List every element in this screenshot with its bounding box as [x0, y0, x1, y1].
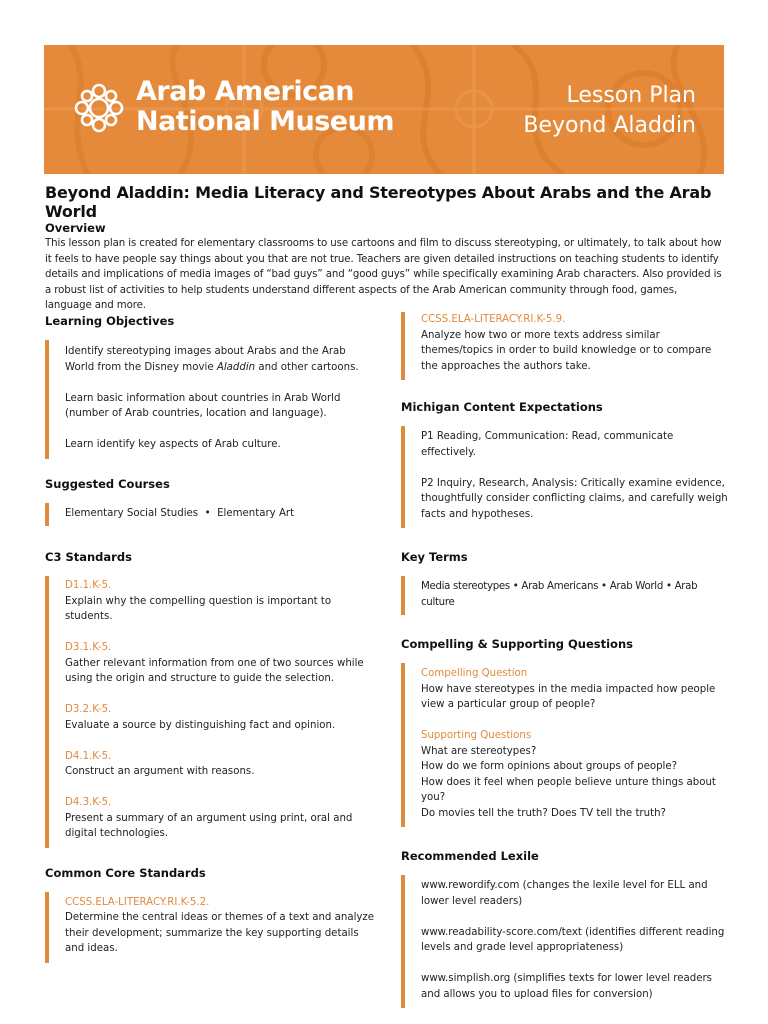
key-terms-heading: Key Terms	[401, 550, 468, 564]
lexile-item: www.readability-score.com/text (identifies different reading levels and grade level appropriateness)	[421, 926, 725, 953]
lexile-item: www.simplish.org (simplifies texts for lower level readers and allows you to upload files for conversion)	[421, 973, 712, 1000]
museum-name	[136, 77, 394, 137]
supporting-question: How do we form opinions about groups of people?	[421, 761, 678, 772]
standard-text: Explain why the compelling question is important to students.	[65, 595, 332, 622]
lesson-label: Lesson Plan	[566, 83, 696, 108]
movie-title: Aladdin	[216, 361, 256, 373]
standard-text: Determine the central ideas or themes of a text and analyze their development; summarize the key supporting details and ideas.	[65, 912, 375, 954]
learning-objectives-heading: Learning Objectives	[45, 314, 175, 328]
lexile-list	[401, 875, 731, 1008]
key-terms-block	[401, 576, 731, 615]
standard-code: D1.1.K-5.	[65, 580, 112, 591]
suggested-courses-block	[45, 503, 375, 527]
common-core-continued	[401, 312, 731, 380]
standard-code: D4.1.K-5.	[65, 750, 112, 762]
standard-code: CCSS.ELA-LITERACY.RI.K-5.2.	[65, 896, 210, 908]
objective-item: Learn basic information about countries in Arab World (number of Arab countries, location and language).	[65, 392, 341, 419]
supporting-question: Do movies tell the truth? Does TV tell the truth?	[421, 807, 666, 819]
museum-name-line2: National Museum	[136, 106, 394, 137]
supporting-questions-label: Supporting Questions	[421, 730, 532, 741]
lexile-heading: Recommended Lexile	[401, 849, 539, 863]
standard-code: D3.2.K-5.	[65, 704, 112, 715]
museum-name-line1: Arab American	[136, 76, 355, 107]
lesson-title: Beyond Aladdin	[523, 113, 696, 138]
compelling-question-label: Compelling Question	[421, 668, 528, 679]
objective-item	[65, 344, 375, 375]
questions-heading: Compelling & Supporting Questions	[401, 637, 633, 651]
right-column	[401, 312, 731, 1008]
left-column	[45, 312, 375, 963]
standard-code: D3.1.K-5.	[65, 642, 112, 653]
common-core-heading: Common Core Standards	[45, 865, 206, 880]
objective-item: Learn identify key aspects of Arab culture.	[65, 439, 281, 450]
overview-text: This lesson plan is created for elementary classrooms to use cartoons and film to discuss stereotyping, or ultimately, to talk about how it feels to have people say things about you that are not true. Teachers are given detailed instructions on teaching students to identify details and implications of media images of “bad guys” and “good guys” while specifically examining Arab characters. Also provided is a robust list of activities to help students understand different aspects of the Arab American community through food, games, language and more.	[45, 238, 722, 311]
key-terms-text: Media stereotypes • Arab Americans • Arab World • Arab culture	[421, 581, 698, 608]
objective-text: and other cartoons.	[255, 361, 359, 373]
museum-logo-icon	[72, 81, 126, 135]
standard-code: CCSS.ELA-LITERACY.RI.K-5.9.	[421, 314, 566, 325]
common-core-list	[45, 892, 375, 963]
standard-text: Present a summary of an argument using print, oral and digital technologies.	[65, 812, 353, 839]
michigan-item: P2 Inquiry, Research, Analysis: Critically examine evidence, thoughtfully consider conflicting claims, and carefully weigh facts and hypotheses.	[421, 477, 728, 520]
questions-block	[401, 663, 731, 827]
supporting-question: What are stereotypes?	[421, 745, 537, 757]
header-banner	[44, 45, 724, 174]
document-title: Beyond Aladdin: Media Literacy and Stereotypes About Arabs and the Arab World	[45, 183, 712, 221]
standard-text: Analyze how two or more texts address similar themes/topics in order to build knowledge or to compare the approaches the authors take.	[421, 329, 712, 372]
overview-heading: Overview	[45, 221, 106, 235]
standard-text: Gather relevant information from one of two sources while using the origin and structure to guide the selection.	[65, 657, 364, 684]
standard-text: Construct an argument with reasons.	[65, 766, 255, 777]
compelling-question-text: How have stereotypes in the media impacted how people view a particular group of people?	[421, 683, 716, 710]
objective-text: Identify stereotyping images about Arabs and the Arab World from the Disney movie	[65, 346, 346, 373]
michigan-list	[401, 426, 731, 528]
standard-code: D4.3.K-5.	[65, 797, 112, 808]
lesson-plan-label	[523, 81, 696, 141]
learning-objectives-list	[45, 340, 375, 459]
suggested-courses-heading: Suggested Courses	[45, 476, 170, 491]
c3-standards-heading: C3 Standards	[45, 550, 132, 564]
c3-standards-list	[45, 576, 375, 848]
lexile-item: www.rewordify.com (changes the lexile level for ELL and lower level readers)	[421, 880, 708, 907]
michigan-item: P1 Reading, Communication: Read, communicate effectively.	[421, 431, 674, 458]
courses-text: Elementary Social Studies • Elementary Art	[65, 507, 295, 519]
standard-text: Evaluate a source by distinguishing fact and opinion.	[65, 719, 336, 731]
supporting-question: How does it feel when people believe unture things about you?	[421, 776, 716, 803]
michigan-heading: Michigan Content Expectations	[401, 400, 603, 414]
